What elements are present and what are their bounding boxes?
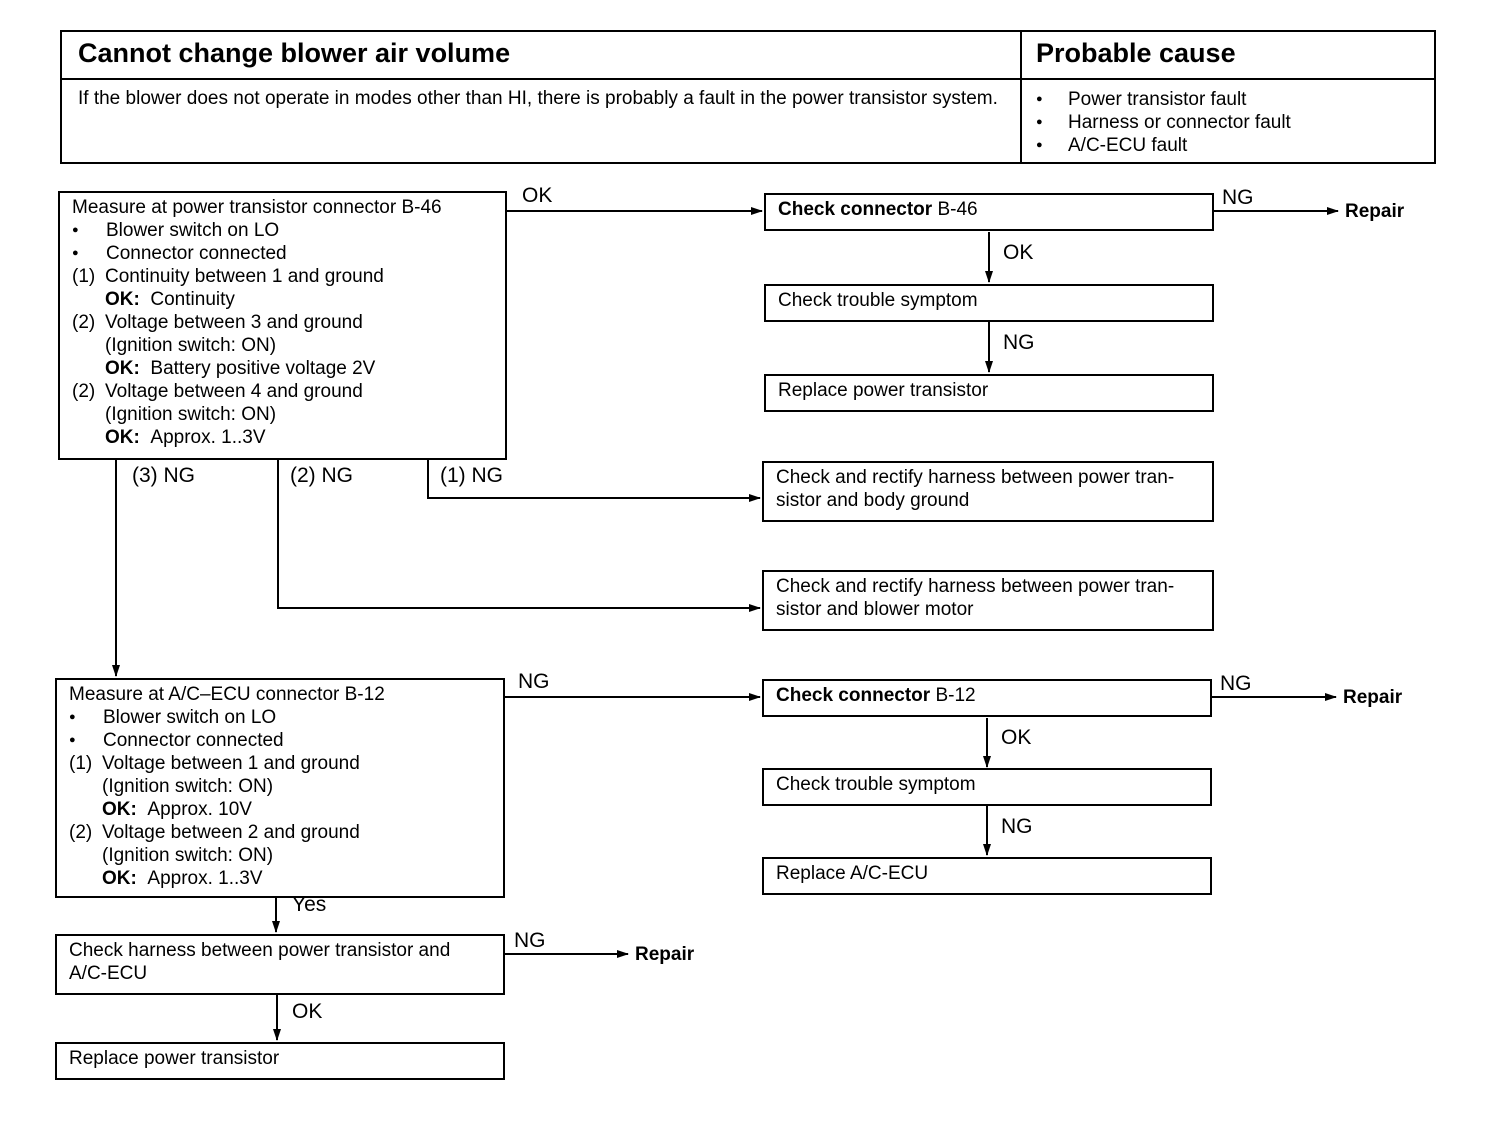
harness-line: Check and rectify harness between power tran- xyxy=(776,467,1175,488)
harness-ecu-box xyxy=(55,934,505,995)
harness-line: A/C-ECU xyxy=(69,963,148,984)
replace-power-transistor-2-box: Replace power transistor xyxy=(55,1042,505,1080)
harness-line: Check and rectify harness between power tran- xyxy=(776,576,1175,597)
probable-cause-list xyxy=(1036,88,1291,157)
ok-label-check-b46: OK xyxy=(1003,241,1034,264)
check-trouble-symptom-box: Check trouble symptom xyxy=(764,284,1214,322)
cause-item: ● A/C-ECU fault xyxy=(1036,134,1291,157)
ok-label: OK: xyxy=(105,289,140,310)
ng-label-harness-ecu: NG xyxy=(514,929,546,952)
header-divider-horizontal xyxy=(62,78,1434,80)
ok-label-check-b12: OK xyxy=(1001,726,1032,749)
check-connector-label: Check connector xyxy=(778,199,933,220)
step-text: Voltage between 2 and ground xyxy=(102,822,360,843)
ok-label-measure1: OK xyxy=(522,184,553,207)
measure-b46-box xyxy=(58,191,507,460)
ok-label-harness-ecu: OK xyxy=(292,1000,323,1023)
ng-label-check-b12: NG xyxy=(1220,672,1252,695)
measure-b46-bullet: ● Blower switch on LO xyxy=(72,219,493,242)
ng-label-trouble: NG xyxy=(1003,331,1035,354)
check-trouble-symptom-2-box: Check trouble symptom xyxy=(762,768,1212,806)
step-number: (2) xyxy=(69,822,93,843)
cause-item: ● Power transistor fault xyxy=(1036,88,1291,111)
step-number: (2) xyxy=(72,381,96,402)
measure-b12-bullet: ● Connector connected xyxy=(69,729,491,752)
step-number: (2) xyxy=(72,312,96,333)
ok-value: Approx. 1..3V xyxy=(147,868,263,889)
step-text: Voltage between 3 and ground xyxy=(105,312,363,333)
step-condition: (Ignition switch: ON) xyxy=(105,404,277,425)
ok-label: OK: xyxy=(102,868,137,889)
harness-line: sistor and body ground xyxy=(776,490,970,511)
measure-b12-box xyxy=(55,678,505,898)
ng-label-measure2: NG xyxy=(518,670,550,693)
step-number: (1) xyxy=(69,753,93,774)
step-text: Voltage between 4 and ground xyxy=(105,381,363,402)
step-number: (1) xyxy=(72,266,96,287)
connector-id: B-12 xyxy=(935,685,976,706)
measure-b46-title: Measure at power transistor connector B-46 xyxy=(72,197,442,218)
cause-item: ● Harness or connector fault xyxy=(1036,111,1291,134)
measure-b46-bullet: ● Connector connected xyxy=(72,242,493,265)
ng-label-trouble2: NG xyxy=(1001,815,1033,838)
ok-value: Approx. 10V xyxy=(147,799,252,820)
yes-label: Yes xyxy=(292,893,327,916)
page-title: Cannot change blower air volume xyxy=(78,38,511,68)
repair-label: Repair xyxy=(1345,201,1405,222)
ok-label: OK: xyxy=(102,799,137,820)
measure-b12-title: Measure at A/C–ECU connector B-12 xyxy=(69,684,385,705)
ng2-label: (2) NG xyxy=(290,464,353,487)
ok-label: OK: xyxy=(105,358,140,379)
ng3-label: (3) NG xyxy=(132,464,195,487)
check-connector-b12-box xyxy=(762,679,1212,717)
replace-ac-ecu-box: Replace A/C-ECU xyxy=(762,857,1212,895)
step-condition: (Ignition switch: ON) xyxy=(105,335,277,356)
step-condition: (Ignition switch: ON) xyxy=(102,845,274,866)
probable-cause-title: Probable cause xyxy=(1036,38,1236,68)
harness-blower-motor-box xyxy=(762,570,1214,631)
measure-b12-bullet: ● Blower switch on LO xyxy=(69,706,491,729)
ok-value: Approx. 1..3V xyxy=(150,427,266,448)
ng1-label: (1) NG xyxy=(440,464,503,487)
replace-power-transistor-box: Replace power transistor xyxy=(764,374,1214,412)
check-connector-b46-box xyxy=(764,193,1214,231)
harness-body-ground-box xyxy=(762,461,1214,522)
step-text: Continuity between 1 and ground xyxy=(105,266,384,287)
step-text: Voltage between 1 and ground xyxy=(102,753,360,774)
step-condition: (Ignition switch: ON) xyxy=(102,776,274,797)
check-connector-label: Check connector xyxy=(776,685,931,706)
header-table xyxy=(60,30,1436,164)
ng-label-check-b46: NG xyxy=(1222,186,1254,209)
harness-line: sistor and blower motor xyxy=(776,599,974,620)
ok-value: Continuity xyxy=(150,289,235,310)
connector-id: B-46 xyxy=(937,199,978,220)
ok-value: Battery positive voltage 2V xyxy=(150,358,376,379)
ok-label: OK: xyxy=(105,427,140,448)
header-description: If the blower does not operate in modes other than HI, there is probably a fault in the power transistor system. xyxy=(78,88,998,109)
repair-label: Repair xyxy=(1343,687,1403,708)
harness-line: Check harness between power transistor and xyxy=(69,940,451,961)
header-divider-vertical xyxy=(1020,32,1022,162)
repair-label: Repair xyxy=(635,944,695,965)
